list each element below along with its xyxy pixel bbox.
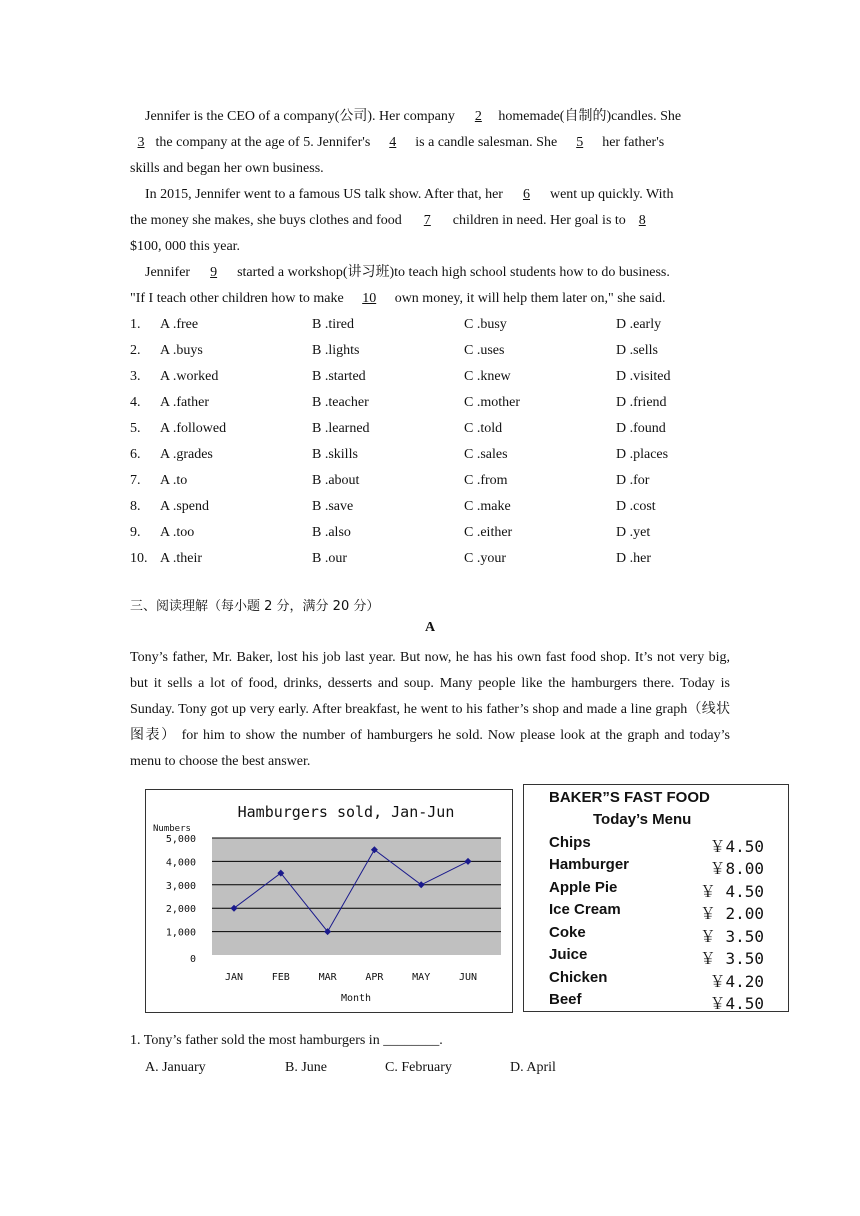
cloze-p2-line3 [130, 237, 240, 257]
option-b[interactable]: B .tired [312, 317, 354, 332]
cloze-p1-line2 [130, 133, 664, 153]
blank-8: 8 [638, 213, 646, 228]
option-a[interactable]: A .their [160, 551, 202, 566]
option-row [130, 315, 750, 335]
option-b[interactable]: B .also [312, 525, 351, 540]
option-row [130, 549, 750, 569]
y-tick-label: 2,000 [165, 904, 196, 916]
menu-item-price: ￥4.50 [709, 837, 764, 856]
chart-svg [146, 790, 512, 1012]
option-number: 1. [130, 317, 141, 332]
cloze-p1-line1 [145, 107, 681, 127]
option-number: 6. [130, 447, 141, 462]
menu-heading: Today’s Menu [593, 811, 692, 828]
option-d[interactable]: D .visited [616, 369, 671, 384]
menu-item [549, 901, 764, 923]
option-b[interactable]: B .our [312, 551, 347, 566]
x-tick-label: APR [365, 972, 384, 983]
option-number: 10. [130, 551, 148, 566]
hamburger-line-chart [145, 789, 513, 1013]
blank-4: 4 [389, 135, 397, 150]
text-run: the money she makes, she buys clothes and food [130, 213, 406, 228]
option-c[interactable]: C .mother [464, 395, 520, 410]
option-a[interactable]: A .father [160, 395, 209, 410]
cloze-p3-line2 [130, 289, 665, 309]
menu-item-name: Ice Cream [549, 901, 621, 918]
option-number: 2. [130, 343, 141, 358]
option-c[interactable]: C .uses [464, 343, 505, 358]
menu-item-name: Hamburger [549, 856, 630, 873]
cloze-p2-line2 [130, 211, 655, 231]
option-a[interactable]: A .followed [160, 421, 227, 436]
text-run: Jennifer [145, 265, 194, 280]
option-d[interactable]: D .places [616, 447, 669, 462]
text-run: own money, it will help them later on," she said. [391, 291, 666, 306]
blank-3: 3 [137, 135, 145, 150]
option-b[interactable]: B .save [312, 499, 354, 514]
menu-item [549, 946, 764, 968]
menu-item-name: Apple Pie [549, 879, 618, 896]
blank-5: 5 [576, 135, 584, 150]
chart-title: Hamburgers sold, Jan-Jun [237, 803, 455, 821]
x-tick-label: FEB [271, 972, 290, 983]
text-run: children in need. Her goal is to [449, 213, 630, 228]
menu-item-price: ￥8.00 [709, 859, 764, 878]
menu-shop-name: BAKER”S FAST FOOD [549, 789, 710, 806]
menu-item-price: ￥ 2.00 [699, 904, 764, 923]
cloze-p1-line3 [130, 159, 324, 179]
option-b[interactable]: B .skills [312, 447, 358, 462]
option-d[interactable]: D .yet [616, 525, 651, 540]
option-b[interactable]: B .started [312, 369, 366, 384]
y-tick-label: 1,000 [165, 927, 196, 939]
plot-area [212, 838, 501, 955]
y-tick-label: 4,000 [165, 857, 196, 869]
menu-item [549, 924, 764, 946]
option-number: 7. [130, 473, 141, 488]
reading-passage: Tony’s father, Mr. Baker, lost his job last year. But now, he has his own fast food shop. It’s not very big, but it sells a lot of food, drinks, desserts and soup. Many people like the hamburgers there. Today is Sunday. Tony got up very early. After breakfast, he went to his father’s shop and made a line graph（线状图表） for him to show the number of hamburgers he sold. Now please look at the graph and today’s menu to choose the best answer. [130, 650, 730, 769]
text-run: homemade(自制的)candles. She [498, 109, 682, 124]
option-b[interactable]: B .about [312, 473, 360, 488]
menu-item-name: Juice [549, 946, 588, 963]
option-number: 5. [130, 421, 141, 436]
option-row [130, 341, 750, 361]
question-1-stem: 1. Tony’s father sold the most hamburgers in ________. [130, 1033, 443, 1048]
blank-2: 2 [474, 109, 482, 124]
option-b[interactable]: B .learned [312, 421, 370, 436]
menu-item-name: Beef [549, 991, 582, 1008]
blank-9: 9 [210, 265, 218, 280]
section-title: 三、阅读理解（每小题 2 分，满分 20 分） [130, 599, 380, 614]
blank-10: 10 [362, 291, 377, 306]
menu-item-name: Coke [549, 924, 586, 941]
menu-item-price: ￥ 3.50 [699, 927, 764, 946]
option-number: 3. [130, 369, 141, 384]
option-d[interactable]: D .cost [616, 499, 656, 514]
menu-item [549, 991, 764, 1013]
option-row [130, 393, 750, 413]
option-c[interactable]: C .sales [464, 447, 508, 462]
text-run: $100, 000 this year. [130, 239, 241, 254]
option-c[interactable]: C .your [464, 551, 506, 566]
text-run: In 2015, Jennifer went to a famous US talk show. After that, her [145, 187, 507, 202]
option-row [130, 497, 750, 517]
option-a[interactable]: A .grades [160, 447, 213, 462]
option-number: 8. [130, 499, 141, 514]
menu-item-price: ￥ 3.50 [699, 949, 764, 968]
option-a[interactable]: A .spend [160, 499, 209, 514]
option-c[interactable]: C .knew [464, 369, 511, 384]
text-run: started a workshop(讲习班)to teach high school students how to do business. [233, 265, 670, 280]
x-tick-label: MAY [412, 972, 431, 983]
option-a[interactable]: A .to [160, 473, 188, 488]
y-axis-label: Numbers [153, 824, 191, 834]
option-row [130, 419, 750, 439]
option-row [130, 471, 750, 491]
question-1-option-a[interactable]: A. January [145, 1060, 206, 1075]
question-1-option-b[interactable]: B. June [285, 1060, 327, 1075]
y-tick-label: 5,000 [165, 834, 196, 845]
x-axis-label: Month [340, 993, 372, 1004]
question-1-option-c[interactable]: C. February [385, 1060, 452, 1075]
x-tick-label: JUN [458, 972, 478, 983]
text-run: the company at the age of 5. Jennifer's [152, 135, 374, 150]
menu-item [549, 856, 764, 878]
option-c[interactable]: C .make [464, 499, 511, 514]
menu-item [549, 834, 764, 856]
x-tick-label: MAR [318, 972, 337, 983]
option-d[interactable]: D .her [616, 551, 651, 566]
text-run: "If I teach other children how to make [130, 291, 348, 306]
cloze-p2-line1 [145, 185, 673, 205]
option-row [130, 367, 750, 387]
menu-item-price: ￥4.20 [709, 972, 764, 991]
menu-item-name: Chicken [549, 969, 608, 986]
option-a[interactable]: A .worked [160, 369, 219, 384]
option-d[interactable]: D .sells [616, 343, 658, 358]
y-tick-label: 0 [189, 954, 196, 965]
blank-6: 6 [522, 187, 530, 202]
option-row [130, 523, 750, 543]
menu-item-price: ￥ 4.50 [699, 882, 764, 901]
option-b[interactable]: B .teacher [312, 395, 369, 410]
option-b[interactable]: B .lights [312, 343, 360, 358]
menu-item-price: ￥4.50 [709, 994, 764, 1013]
option-d[interactable]: D .for [616, 473, 650, 488]
menu-item-name: Chips [549, 834, 591, 851]
option-d[interactable]: D .found [616, 421, 666, 436]
passage-label: A [424, 620, 436, 635]
option-c[interactable]: C .either [464, 525, 513, 540]
menu-card [523, 784, 789, 1012]
text-run: her father's [598, 135, 665, 150]
option-c[interactable]: C .busy [464, 317, 507, 332]
menu-item [549, 969, 764, 991]
text-run: went up quickly. With [546, 187, 674, 202]
option-d[interactable]: D .early [616, 317, 662, 332]
text-run: is a candle salesman. She [411, 135, 561, 150]
blank-7: 7 [423, 213, 431, 228]
option-a[interactable]: A .buys [160, 343, 203, 358]
y-tick-label: 3,000 [165, 880, 196, 892]
option-number: 9. [130, 525, 141, 540]
option-a[interactable]: A .too [160, 525, 195, 540]
cloze-p3-line1 [145, 263, 670, 283]
x-tick-label: JAN [224, 972, 244, 983]
option-number: 4. [130, 395, 141, 410]
menu-item [549, 879, 764, 901]
text-run: Jennifer is the CEO of a company(公司). Her company [145, 109, 459, 124]
option-c[interactable]: C .from [464, 473, 508, 488]
option-row [130, 445, 750, 465]
question-1-option-d[interactable]: D. April [510, 1060, 556, 1075]
text-run: skills and began her own business. [130, 161, 324, 176]
option-c[interactable]: C .told [464, 421, 503, 436]
option-d[interactable]: D .friend [616, 395, 667, 410]
option-a[interactable]: A .free [160, 317, 199, 332]
